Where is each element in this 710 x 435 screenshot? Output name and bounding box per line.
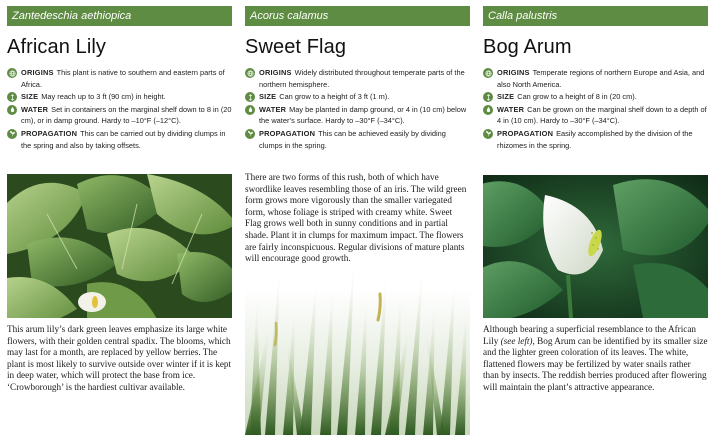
plant-title: Bog Arum (483, 36, 572, 58)
fact-size (7, 91, 232, 103)
plant-description: This arum lily’s dark green leaves emphasize its large white flowers, with their golden central spadix. The blooms, which may last for a month, are replaced by yellow berries. The plant is most likely to survive outside over winter if it is kept in deep water, which will protect the base from ice. ‘Crowborough’ is the hardiest cultivar available. (7, 324, 232, 392)
fact-label: SIZE (497, 92, 515, 102)
fact-propagation (483, 128, 708, 151)
plant-description: There are two forms of this rush, both of which have swordlike leaves resembling those of an iris. The wild green form grows more vigorously than the smaller variegated form, whose foliage is striped with creamy white. Sweet Flag grows well both in sunny conditions and in partial shade. Plant it in clumps for maximum impact. The flowers are fairly inconspicuous. Regular divisions of mature plants will encourage good growth. (245, 172, 467, 264)
sprout-icon (245, 129, 255, 139)
fact-origins (7, 67, 232, 90)
plant-description (483, 324, 708, 394)
fact-text: May be planted in damp ground, or 4 in (10 cm) below the water’s surface. Hardy to –30°F (–34°C). (259, 104, 467, 126)
fact-label: WATER (497, 104, 525, 114)
fact-text: This can be achieved easily by dividing clumps in the spring. (259, 128, 446, 150)
globe-icon (245, 68, 255, 78)
fact-text: Easily accomplished by the division of the rhizomes in the spring. (497, 128, 693, 150)
fact-label: ORIGINS (21, 68, 54, 77)
fact-origins (483, 67, 708, 90)
latin-name-banner: Acorus calamus (245, 6, 470, 26)
ruler-icon (7, 92, 17, 102)
fact-water (7, 104, 232, 127)
fact-text: Can grow to a height of 3 ft (1 m). (279, 92, 390, 102)
plant-column-african-lily (7, 0, 232, 435)
water-drop-icon (7, 105, 17, 115)
fact-text: This plant is native to southern and eastern parts of Africa. (21, 68, 225, 89)
fact-text: This can be carried out by dividing clumps in the spring and also by taking offsets. (21, 128, 226, 150)
latin-name-banner: Zantedeschia aethiopica (7, 6, 232, 26)
latin-name-banner: Calla palustris (483, 6, 708, 26)
bog-arum-photo (483, 175, 708, 318)
fact-propagation (7, 128, 232, 151)
fact-size (245, 91, 470, 103)
globe-icon (483, 68, 493, 78)
description-text: Although bearing a superficial resemblance to the African Lily (483, 324, 697, 346)
fact-label: WATER (21, 104, 49, 114)
fact-list (245, 67, 470, 151)
fact-list (483, 67, 708, 151)
fact-text: Widely distributed throughout temperate parts of the northern hemisphere. (259, 68, 465, 89)
plant-column-bog-arum (483, 0, 708, 435)
cross-reference: (see left) (500, 335, 533, 346)
fact-text: Can be grown on the marginal shelf down to a depth of 4 in (10 cm). Hardy to –30°F (–34°C). (497, 104, 707, 126)
fact-label: PROPAGATION (21, 128, 78, 138)
fact-origins (245, 67, 470, 90)
sprout-icon (7, 129, 17, 139)
african-lily-photo (7, 174, 232, 318)
ruler-icon (245, 92, 255, 102)
plant-title: Sweet Flag (245, 36, 347, 58)
plant-column-sweet-flag (245, 0, 470, 435)
description-text: , Bog Arum can be identified by its smaller size and the lighter green coloration of its leaves. The white, flattened flowers may be fertilized by water snails rather than by insects. The reddish berries produced after flowering will maintain the plant’s attractive appearance. (483, 335, 708, 392)
fact-water (245, 104, 470, 127)
fact-text: Can grow to a height of 8 in (20 cm). (517, 92, 637, 102)
fact-label: ORIGINS (497, 68, 530, 77)
fact-label: PROPAGATION (259, 128, 316, 138)
fact-label: WATER (259, 104, 287, 114)
fact-text: May reach up to 3 ft (90 cm) in height. (41, 92, 166, 102)
fact-list (7, 67, 232, 151)
globe-icon (7, 68, 17, 78)
fact-water (483, 104, 708, 127)
plant-title: African Lily (7, 36, 107, 58)
fact-size (483, 91, 708, 103)
fact-text: Set in containers on the marginal shelf down to 8 in (20 cm), or in damp ground. Hardy to –10°F (–12°C). (21, 104, 232, 126)
fact-propagation (245, 128, 470, 151)
water-drop-icon (245, 105, 255, 115)
water-drop-icon (483, 105, 493, 115)
sprout-icon (483, 129, 493, 139)
fact-label: SIZE (259, 92, 277, 102)
fact-label: PROPAGATION (497, 128, 554, 138)
fact-label: SIZE (21, 92, 39, 102)
fact-label: ORIGINS (259, 68, 292, 77)
fact-text: Temperate regions of northern Europe and Asia, and also North America. (497, 68, 705, 89)
ruler-icon (483, 92, 493, 102)
